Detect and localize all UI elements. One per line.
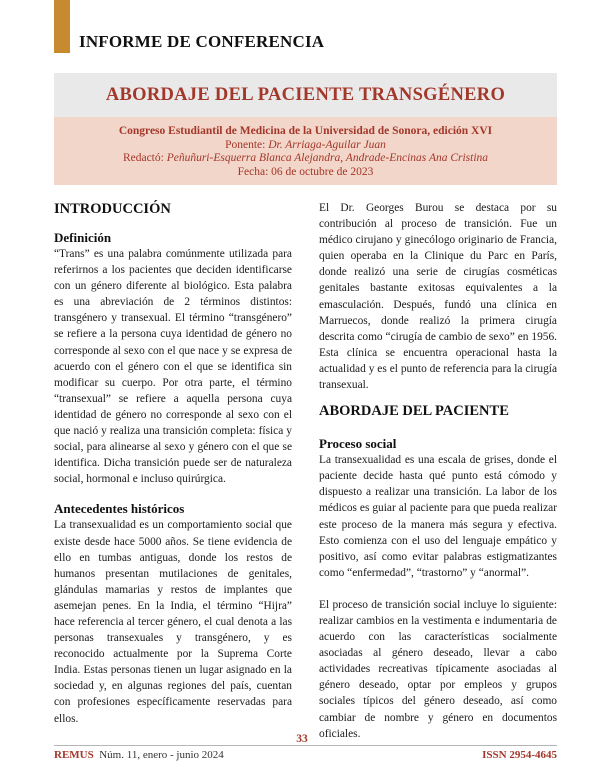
history-heading: Antecedentes históricos [54, 501, 185, 517]
writers-label: Redactó: [122, 152, 164, 164]
social-paragraph-1: La transexualidad es una escala de grises, donde el paciente decide hasta qué punto está cómodo y dispuesto a realizar una transición. La labor de los médicos es guiar al paciente para que pueda realizar este proceso de la manera más segura y efectiva. Esto comienza con el uso del lenguaje empático y positivo, así como evitar palabras estigmatizantes como “enfermedad”, “trastorno” y “anormal”. [319, 454, 557, 579]
section-label: INFORME DE CONFERENCIA [79, 32, 325, 51]
approach-heading: ABORDAJE DEL PACIENTE [319, 403, 509, 420]
left-column [54, 200, 292, 727]
journal-name: REMUS [54, 749, 94, 761]
definition-heading: Definición [54, 230, 112, 245]
history-paragraph: La transexualidad es un comportamiento social que existe desde hace 5000 años. Se tiene evidencia de ello en tumbas antiguas, donde los restos de humanos presentan mutilaciones de genitales, glándulas mamarias y restos de implantes que asemejan penes. En la India, el término “Hijra” hace referencia al tercer género, el cual denota a las personas transexuales y transgénero, y es reconocido actualmente por la Suprema Corte India. Estas personas tienen un lugar asignado en la sociedad y, en algunas regiones del país, cuentan con profesiones específicamente reservadas para ellos. [54, 519, 292, 725]
social-process-heading: Proceso social [319, 436, 397, 452]
journal-issue: Núm. 11, enero - junio 2024 [99, 749, 224, 761]
burou-paragraph: El Dr. Georges Burou se destaca por su contribución al proceso de transición. Fue un médico cirujano y ginecólogo originario de Francia, quien operaba en la Clinique du Parc en París, donde realizó una serie de cirugías cosméticas genitales bastante exitosas equivalentes a la emasculación. Después, fundó una clínica en Marruecos, donde realizó la primera cirugía descrita como “cirugía de cambio de sexo” en 1956. Esta clínica se encuentra operacional hasta la actualidad y es el punto de referencia para la cirugía transexual. [319, 202, 557, 392]
journal-issn: ISSN 2954-4645 [482, 749, 557, 761]
speaker-line [54, 139, 557, 153]
congress-name: Congreso Estudiantil de Medicina de la Universidad de Sonora, edición XVI [118, 125, 493, 137]
footer-divider [54, 745, 557, 746]
page-number: 33 [296, 733, 308, 745]
speaker-name: Dr. Arriaga-Aguilar Juan [268, 138, 386, 151]
writers-names: Peñuñuri-Esquerra Blanca Alejandra, Andrade-Encinas Ana Cristina [166, 152, 489, 164]
writers-line [54, 152, 557, 166]
intro-heading: INTRODUCCIÓN [54, 201, 171, 217]
article-title: ABORDAJE DEL PACIENTE TRANSGÉNERO [105, 85, 506, 105]
article-date: Fecha: 06 de octubre de 2023 [237, 165, 374, 178]
social-paragraph-2: El proceso de transición social incluye lo siguiente: realizar cambios en la vestimenta e indumentaria de acuerdo con las características socialmente asociadas al género deseado, llevar a cabo actividades recreativas típicamente asociadas al género deseado, optar por empleos y grupos sociales típicos del género deseado, así como cambiar de nombre y género en documentos oficiales. [319, 598, 557, 740]
article-info [54, 125, 557, 179]
footer-citation [54, 749, 224, 761]
speaker-label: Ponente: [225, 138, 266, 151]
header-accent-bar [54, 0, 70, 53]
right-column [319, 200, 557, 742]
definition-paragraph: “Trans” es una palabra comúnmente utilizada para referirnos a los pacientes que deciden identificarse con un género diferente al biológico. Esta palabra es una abreviación de 2 términos distintos: transgénero y transexual. El término “transgénero” se refiere a la persona cuya identidad de género no corresponde al sexo con el que nace y se expresa de acuerdo con el género con el que se identifica sin modificar su cuerpo. Por otra parte, el término “transexual” se refiere a aquella persona cuya identidad de género no corresponde al sexo con el que nació y realiza una transición completa: física y social, para alinearse al sexo y género con el que se identifica. Dicha transición puede ser de naturaleza social, hormonal e incluso quirúrgica. [54, 248, 292, 486]
